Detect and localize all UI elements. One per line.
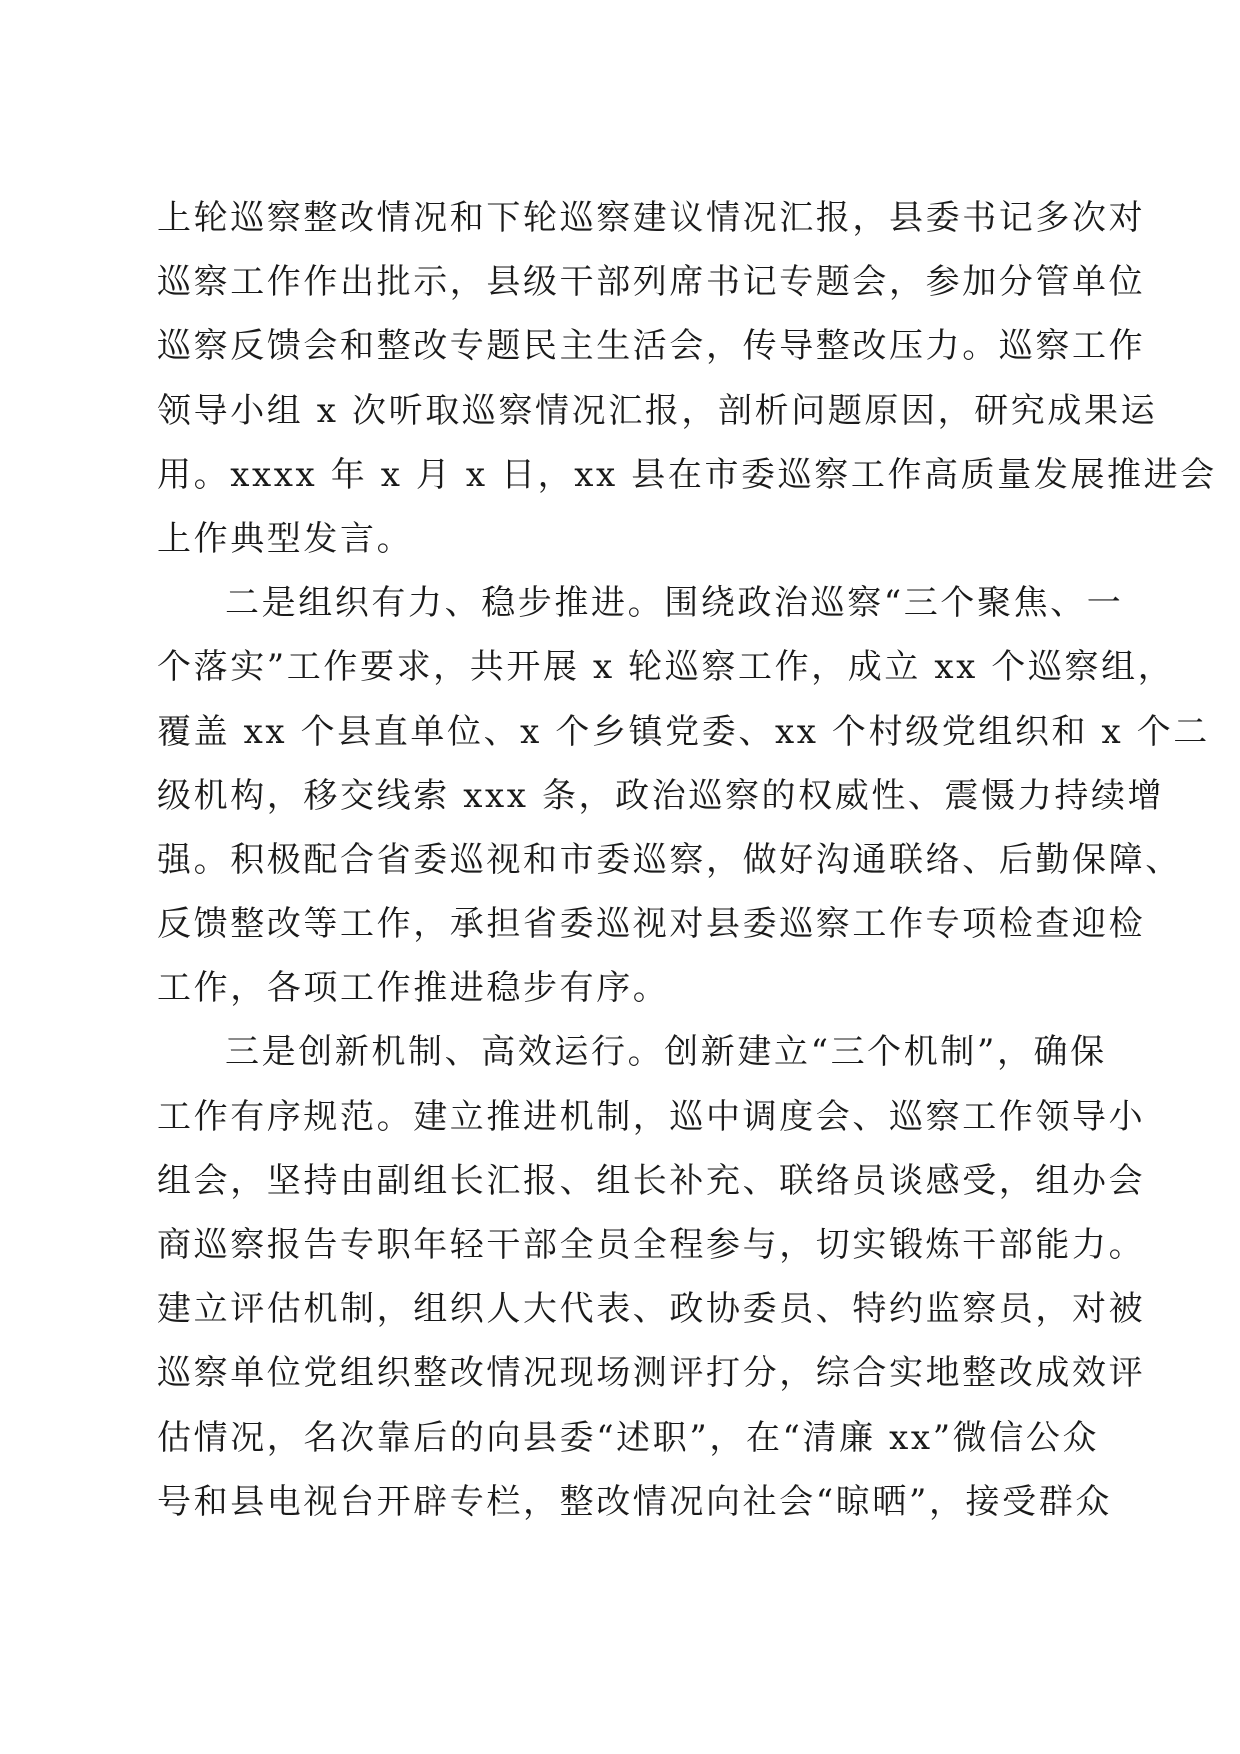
text-line: 建立评估机制，组织人大代表、政协委员、特约监察员，对被 [157, 1289, 1146, 1330]
text-line: 上作典型发言。 [157, 518, 414, 559]
text-line: 反馈整改等工作，承担省委巡视对县委巡察工作专项检查迎检 [157, 904, 1146, 945]
text-line: 覆盖 xx 个县直单位、x 个乡镇党委、xx 个村级党组织和 x 个二 [157, 711, 1210, 752]
text-line: 估情况，名次靠后的向县委“述职”，在“清廉 xx”微信公众 [157, 1417, 1100, 1458]
text-line: 巡察工作作出批示，县级干部列席书记专题会，参加分管单位 [157, 262, 1146, 303]
text-line: 级机构，移交线索 xxx 条，政治巡察的权威性、震慑力持续增 [157, 775, 1165, 816]
text-line: 个落实”工作要求，共开展 x 轮巡察工作，成立 xx 个巡察组， [157, 647, 1175, 688]
body-text [157, 186, 1217, 1534]
text-line: 商巡察报告专职年轻干部全员全程参与，切实锻炼干部能力。 [157, 1225, 1146, 1265]
text-line: 号和县电视台开辟专栏，整改情况向社会“晾晒”，接受群众 [157, 1481, 1112, 1522]
paragraph-start-line: 二是组织有力、稳步推进。围绕政治巡察“三个聚焦、一 [225, 583, 1124, 624]
text-line: 工作，各项工作推进稳步有序。 [157, 968, 670, 1009]
text-line: 用。xxxx 年 x 月 x 日，xx 县在市委巡察工作高质量发展推进会 [157, 454, 1217, 495]
text-line: 工作有序规范。建立推进机制，巡中调度会、巡察工作领导小 [157, 1096, 1146, 1137]
text-line: 领导小组 x 次听取巡察情况汇报，剖析问题原因，研究成果运 [157, 390, 1158, 431]
text-line: 强。积极配合省委巡视和市委巡察，做好沟通联络、后勤保障、 [157, 839, 1182, 880]
text-line: 巡察单位党组织整改情况现场测评打分，综合实地整改成效评 [157, 1353, 1146, 1394]
paragraph-start-line: 三是创新机制、高效运行。创新建立“三个机制”，确保 [225, 1032, 1107, 1073]
text-line: 组会，坚持由副组长汇报、组长补充、联络员谈感受，组办会 [157, 1160, 1146, 1201]
text-line: 巡察反馈会和整改专题民主生活会，传导整改压力。巡察工作 [157, 326, 1146, 367]
text-line: 上轮巡察整改情况和下轮巡察建议情况汇报，县委书记多次对 [157, 198, 1146, 238]
